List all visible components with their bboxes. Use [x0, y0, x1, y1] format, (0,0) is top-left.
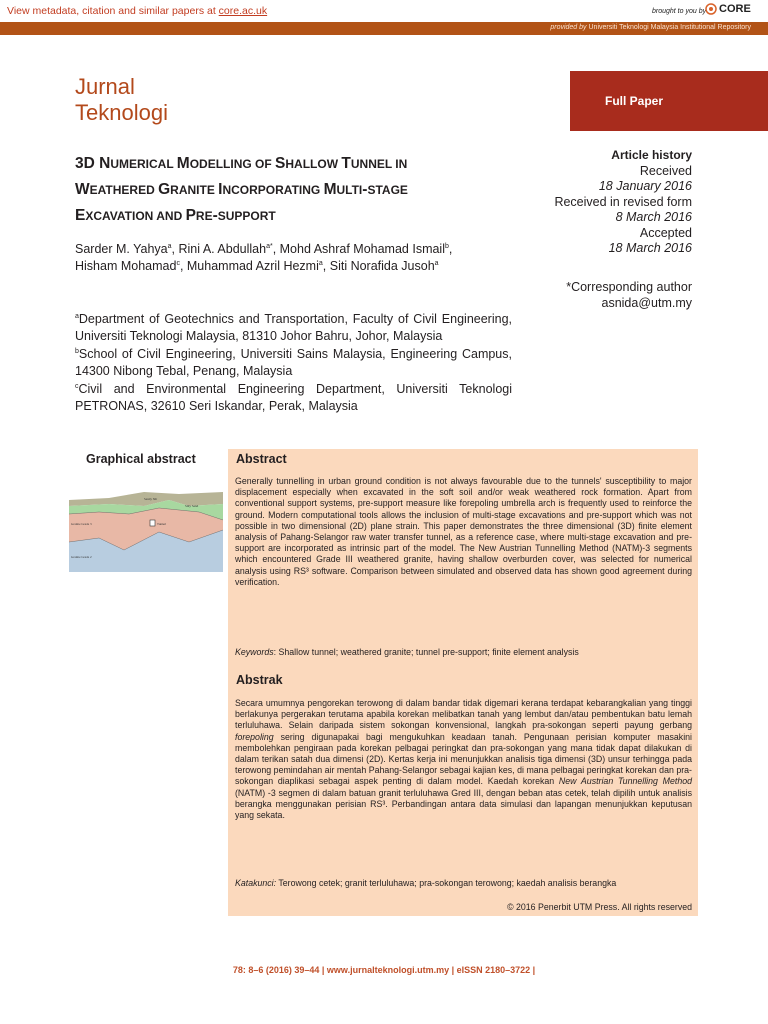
title-segment: RE	[195, 209, 213, 223]
keywords-label: Keywords	[235, 647, 274, 657]
ga-label-tunnel: Tunnel	[157, 522, 166, 526]
author-affiliation-mark: a	[318, 259, 323, 267]
article-history-heading: Article history	[611, 148, 692, 162]
corresponding-label: *Corresponding author	[566, 280, 692, 294]
affiliation-text: School of Civil Engineering, Universiti Sains Malaysia, Engineering Campus, 14300 Nibong Tebal, Penang, Malaysia	[75, 346, 512, 379]
title-segment: E	[75, 207, 86, 224]
journal-name-line1: Jurnal	[75, 74, 135, 99]
abstrak-text-part: (NATM) -3 segmen di dalam batuan granit terluluhawa Gred III, dengan beban atas cetek, telah dipilih untuk analisis berangka menggunakan perisian RS³. Perbandingan antara data simulasi dan lapangan menunjukkan keputusan yang sekata.	[235, 787, 692, 821]
title-segment: T	[341, 155, 351, 172]
title-segment: UMERICAL	[110, 157, 177, 171]
katakunci-text: Terowong cetek; granit terluluhawa; pra-sokongan terowong; kaedah analisis berangka	[276, 878, 617, 888]
abstrak-text	[235, 698, 692, 821]
title-segment: EATHERED	[89, 183, 159, 197]
title-segment: -	[212, 207, 218, 224]
keywords	[235, 647, 692, 658]
title-segment: UNNEL IN	[350, 157, 408, 171]
graphical-abstract-figure	[69, 492, 223, 572]
affiliation-text: Civil and Environmental Engineering Department, Universiti Teknologi PETRONAS, 32610 Seri Iskandar, Perak, Malaysia	[75, 381, 512, 414]
ga-label-granite-grade-3: Granite Grade 3	[71, 522, 92, 526]
page-footer: 78: 8–6 (2016) 39–44 | www.jurnalteknologi.utm.my | eISSN 2180–3722 |	[232, 965, 536, 975]
keywords-text: : Shallow tunnel; weathered granite; tunnel pre-support; finite element analysis	[273, 647, 579, 657]
title-segment: ULTI	[336, 183, 363, 197]
title-segment: STAGE	[367, 183, 408, 197]
title-segment: HALLOW	[285, 157, 342, 171]
core-logo-icon	[705, 3, 717, 15]
title-segment: ODELLING OF	[189, 157, 276, 171]
abstrak-text-part: Secara umumnya pengorekan terowong di dalam bandar tidak digemari kerana terdapat kebarangkalian yang tinggi berlakunya pergerakan terutama apabila korekan melibatkan tanah yang lembut dan/atau pembentukan batu lemah terluluhawa. Selain daripada sistem sokongan konvensional, langkah pra-sokongan seperti payung gerbang	[235, 698, 692, 731]
abstrak-text-part: forepoling	[235, 731, 274, 742]
title-segment: W	[75, 181, 90, 198]
title-segment: I	[218, 181, 223, 198]
title-line	[75, 151, 535, 177]
journal-name	[75, 74, 168, 126]
author-name: Rini A. Abdullah	[178, 242, 267, 256]
received-date: 18 January 2016	[598, 179, 692, 193]
corresponding-email[interactable]: asnida@utm.my	[601, 296, 692, 310]
accepted-date: 18 March 2016	[608, 241, 692, 255]
full-paper-label: Full Paper	[604, 94, 663, 108]
author-affiliation-mark: c	[176, 259, 180, 267]
author-name: Sarder M. Yahya	[75, 242, 168, 256]
copyright-notice: © 2016 Penerbit UTM Press. All rights reserved	[507, 902, 692, 912]
paper-title	[75, 151, 535, 229]
title-segment: 3D N	[75, 155, 111, 172]
core-link-prefix: View metadata, citation and similar papers at	[7, 5, 219, 17]
article-history	[520, 148, 692, 257]
title-segment: M	[176, 155, 190, 172]
author-affiliation-mark: b	[445, 242, 449, 250]
affiliation-mark: a	[75, 312, 79, 320]
title-segment: G	[158, 181, 171, 198]
abstract-heading: Abstract	[236, 452, 287, 466]
journal-name-line2: Teknologi	[75, 100, 168, 125]
tunnel-icon	[150, 520, 155, 526]
affiliation-mark: b	[75, 347, 79, 355]
author-name: Muhammad Azril Hezmi	[186, 259, 319, 273]
author-affiliation-mark: a	[434, 259, 439, 267]
katakunci	[235, 878, 692, 889]
repository-name[interactable]: Universiti Teknologi Malaysia Institutional Repository	[586, 24, 751, 31]
author-name: Siti Norafida Jusoh	[329, 259, 435, 273]
author-affiliation-mark: a*	[266, 242, 273, 250]
author-name: Hisham Mohamad	[75, 259, 177, 273]
ga-label-sandy-silt: Sandy Silt	[144, 497, 158, 501]
affiliation-mark: c	[75, 382, 79, 390]
core-logo[interactable]	[705, 3, 751, 15]
title-segment: P	[185, 207, 196, 224]
abstrak-text-part: sering digunapakai bagi mengukuhkan keadaan tanah. Pengunaan perisian komputer masakini membolehkan pengiraan pada korekan pelbagai peringkat dan pra-sokongan yang mana tidak dapat dilakukan di dalam terikan satah dua dimensi (2D). Kertas kerja ini menunjukkan analisis tiga dimensi (3D) unsur terhingga pada terowong pemindahan air mentah Pahang-Selangor sebagai kajian kes, di mana pelbagai peringkat korekan dan pra-sokongan diaplikasi sebagai aspek penting di dalam model. Kaedah korekan	[235, 731, 692, 787]
title-segment: SUPPORT	[217, 209, 276, 223]
affiliation	[75, 381, 512, 416]
affiliation-list	[75, 311, 512, 415]
affiliation-text: Department of Geotechnics and Transportation, Faculty of Civil Engineering, Universiti Teknologi Malaysia, 81310 Johor Bahru, Johor, Malaysia	[75, 312, 512, 344]
title-segment: M	[323, 181, 337, 198]
author-name: Mohd Ashraf Mohamad Ismail	[279, 242, 445, 256]
abstrak-heading: Abstrak	[236, 673, 283, 687]
core-metadata-link[interactable]	[7, 5, 267, 17]
title-segment: RANITE	[170, 183, 219, 197]
author-affiliation-mark: a	[167, 242, 172, 250]
revised-label: Received in revised form	[554, 194, 692, 209]
author-list: Sarder M. Yahya$^a$, Rini A. Abdullah$^{a*}$, Mohd Ashraf Mohamad Ismail$^b$, Hisham Mohamad$^c$, Muhammad Azril Hezmi$^a$, Siti Norafida Jusoh$^a$	[75, 242, 453, 273]
accepted-label: Accepted	[639, 225, 692, 240]
title-segment: XCAVATION AND	[85, 209, 186, 223]
affiliation	[75, 311, 512, 346]
abstrak-text-part: New Austrian Tunnelling Method	[558, 776, 693, 787]
katakunci-label: Katakunci:	[235, 878, 277, 888]
title-line	[75, 203, 535, 229]
ga-label-granite-grade-2: Granite Grade 2	[71, 555, 92, 559]
title-line	[75, 177, 535, 203]
title-segment: NCORPORATING	[222, 183, 324, 197]
brought-by-text: brought to you by	[652, 8, 707, 15]
provided-by-text[interactable]	[550, 24, 751, 31]
core-link-text[interactable]: core.ac.uk	[218, 5, 268, 17]
received-label: Received	[639, 163, 692, 178]
affiliation	[75, 346, 512, 381]
title-segment: S	[275, 155, 286, 172]
provided-prefix: provided by	[550, 24, 587, 31]
core-logo-text: CORE	[719, 3, 751, 15]
graphical-abstract-heading: Graphical abstract	[86, 452, 196, 466]
abstract-text: Generally tunnelling in urban ground condition is not always favourable due to the tunnels' susceptibility to major displacement especially when excavated in the soft soil and/or weak weathered rock formation. Apart from conventional support systems, pre-support measure like forepoling umbrella arch is frequently used to reinforce the ground. Modern computational tools allows the inclusion of multi-stage excavations and pre-support which was not possible in two dimensional (2D) plane strain. This paper demonstrates the three dimensional (3D) finite element analysis of Pahang-Selangor raw water transfer tunnel, as a reference case, where multi-stage excavation and pre-support are incorporated as intrinsic part of the model. The New Austrian Tunnelling Method (NATM)-3 segments which encountered Grade III weathered granite, having shallow overburden cover, was selected for numerical analysis using RS³ software. Comparison between simulated and observed data has shown good agreement during verification.	[235, 476, 692, 587]
ga-label-silty-sand: Silty Sand	[185, 504, 199, 508]
revised-date: 8 March 2016	[615, 210, 692, 224]
title-segment: -	[362, 181, 368, 198]
corresponding-author	[520, 279, 692, 311]
